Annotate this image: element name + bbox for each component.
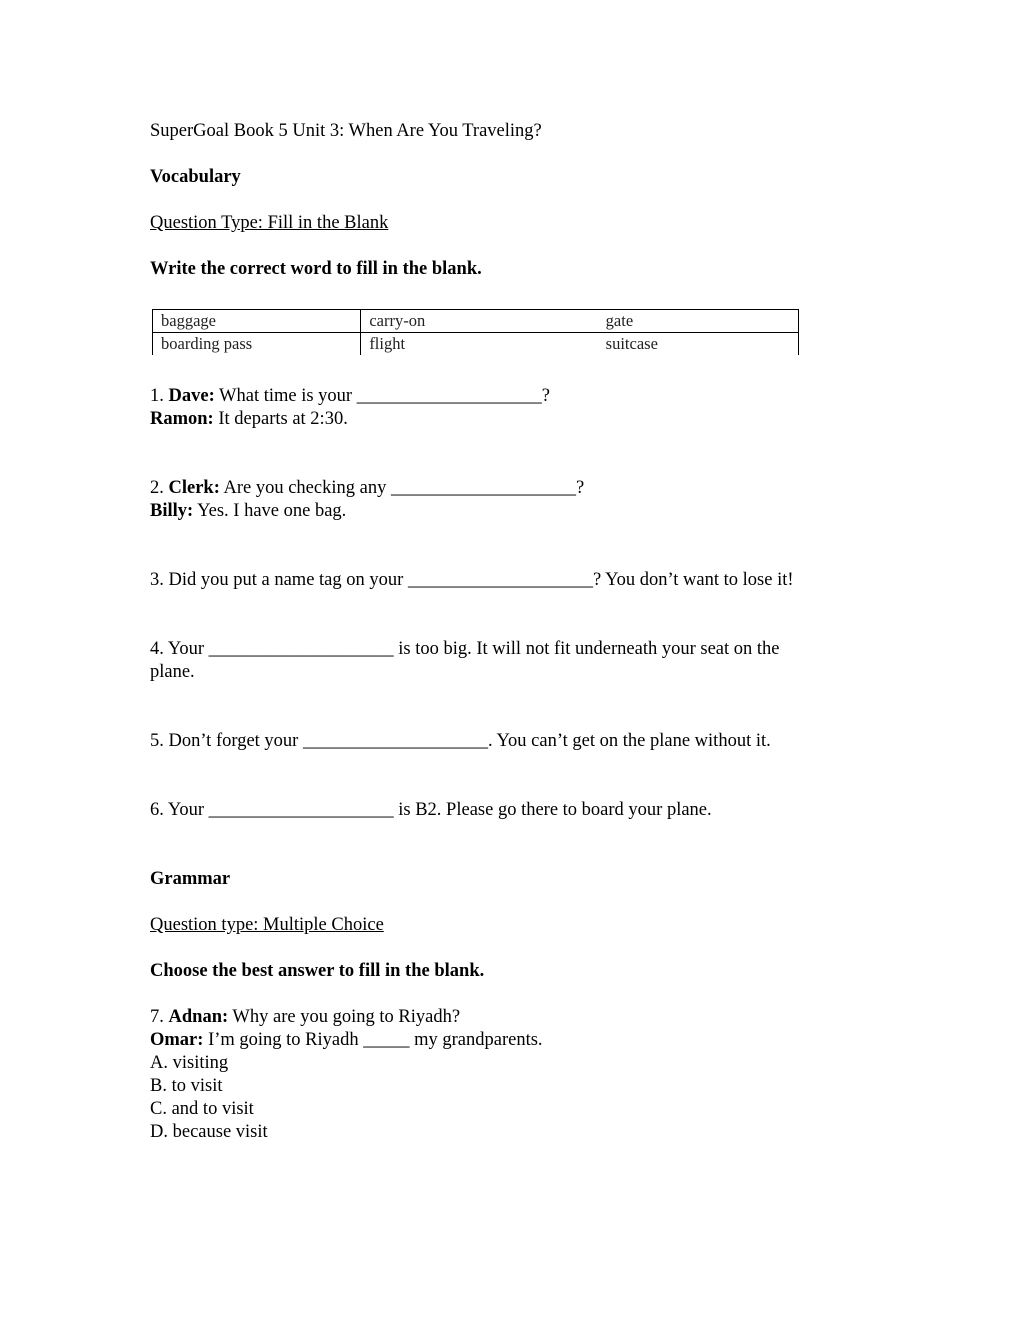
question-7: [150, 1006, 543, 1144]
word-bank-row: [153, 333, 799, 356]
question-number: 2.: [150, 478, 164, 498]
question-text: Yes. I have one bag.: [193, 501, 347, 521]
vocabulary-question-type: Question Type: Fill in the Blank: [150, 213, 389, 233]
grammar-instruction: Choose the best answer to fill in the blank.: [150, 961, 485, 981]
document-title: SuperGoal Book 5 Unit 3: When Are You Traveling?: [150, 121, 542, 141]
question-number: 1.: [150, 386, 164, 406]
word-bank-cell: suitcase: [598, 333, 799, 356]
word-bank-cell: flight: [361, 333, 598, 356]
speaker-label: Clerk:: [168, 478, 220, 498]
word-bank-cell: boarding pass: [153, 333, 361, 356]
question-number: 7.: [150, 1007, 164, 1027]
question-4: [150, 638, 780, 684]
question-text: is B2. Please go there to board your plane.: [393, 800, 712, 820]
answer-option-a[interactable]: A. visiting: [150, 1053, 229, 1073]
answer-blank[interactable]: ____________________: [208, 639, 394, 659]
question-number: 6.: [150, 800, 164, 820]
speaker-label: Omar:: [150, 1030, 204, 1050]
question-number: 5.: [150, 731, 164, 751]
question-6: [150, 799, 712, 822]
question-3: [150, 569, 794, 592]
answer-option-c[interactable]: C. and to visit: [150, 1099, 254, 1119]
question-text: ?: [541, 386, 550, 406]
question-text: is too big. It will not fit underneath your seat on the: [393, 639, 780, 659]
speaker-label: Ramon:: [150, 409, 214, 429]
question-text: It departs at 2:30.: [213, 409, 348, 429]
answer-blank[interactable]: ____________________: [356, 386, 542, 406]
grammar-heading: Grammar: [150, 869, 231, 889]
answer-blank[interactable]: ____________________: [208, 800, 394, 820]
speaker-label: Billy:: [150, 501, 194, 521]
question-1: [150, 385, 550, 431]
answer-blank[interactable]: ____________________: [407, 570, 593, 590]
question-text: Did you put a name tag on your: [168, 570, 408, 590]
question-2: [150, 477, 584, 523]
question-text: Why are you going to Riyadh?: [228, 1007, 461, 1027]
question-text: plane.: [150, 662, 195, 682]
answer-option-b[interactable]: B. to visit: [150, 1076, 223, 1096]
question-text: I’m going to Riyadh _____ my grandparents.: [203, 1030, 543, 1050]
question-text: Your: [167, 800, 209, 820]
question-text: ?: [575, 478, 585, 498]
grammar-question-type: Question type: Multiple Choice: [150, 915, 384, 935]
question-text: ? You don’t want to lose it!: [592, 570, 794, 590]
speaker-label: Adnan:: [168, 1007, 229, 1027]
question-number: 3.: [150, 570, 164, 590]
question-number: 4.: [150, 639, 164, 659]
question-text: Don’t forget your: [168, 731, 303, 751]
word-bank-cell: gate: [598, 310, 799, 333]
question-text: Your: [167, 639, 209, 659]
word-bank-cell: carry-on: [361, 310, 598, 333]
vocabulary-instruction: Write the correct word to fill in the blank.: [150, 259, 482, 279]
question-text: . You can’t get on the plane without it.: [487, 731, 771, 751]
answer-blank[interactable]: ____________________: [302, 731, 488, 751]
vocabulary-heading: Vocabulary: [150, 167, 241, 187]
answer-blank[interactable]: ____________________: [390, 478, 576, 498]
speaker-label: Dave:: [168, 386, 215, 406]
question-5: [150, 730, 771, 753]
word-bank-cell: baggage: [153, 310, 361, 333]
word-bank-row: [153, 310, 799, 333]
question-text: Are you checking any: [219, 478, 391, 498]
word-bank-table: [152, 309, 799, 355]
question-text: What time is your: [214, 386, 357, 406]
answer-option-d[interactable]: D. because visit: [150, 1122, 268, 1142]
